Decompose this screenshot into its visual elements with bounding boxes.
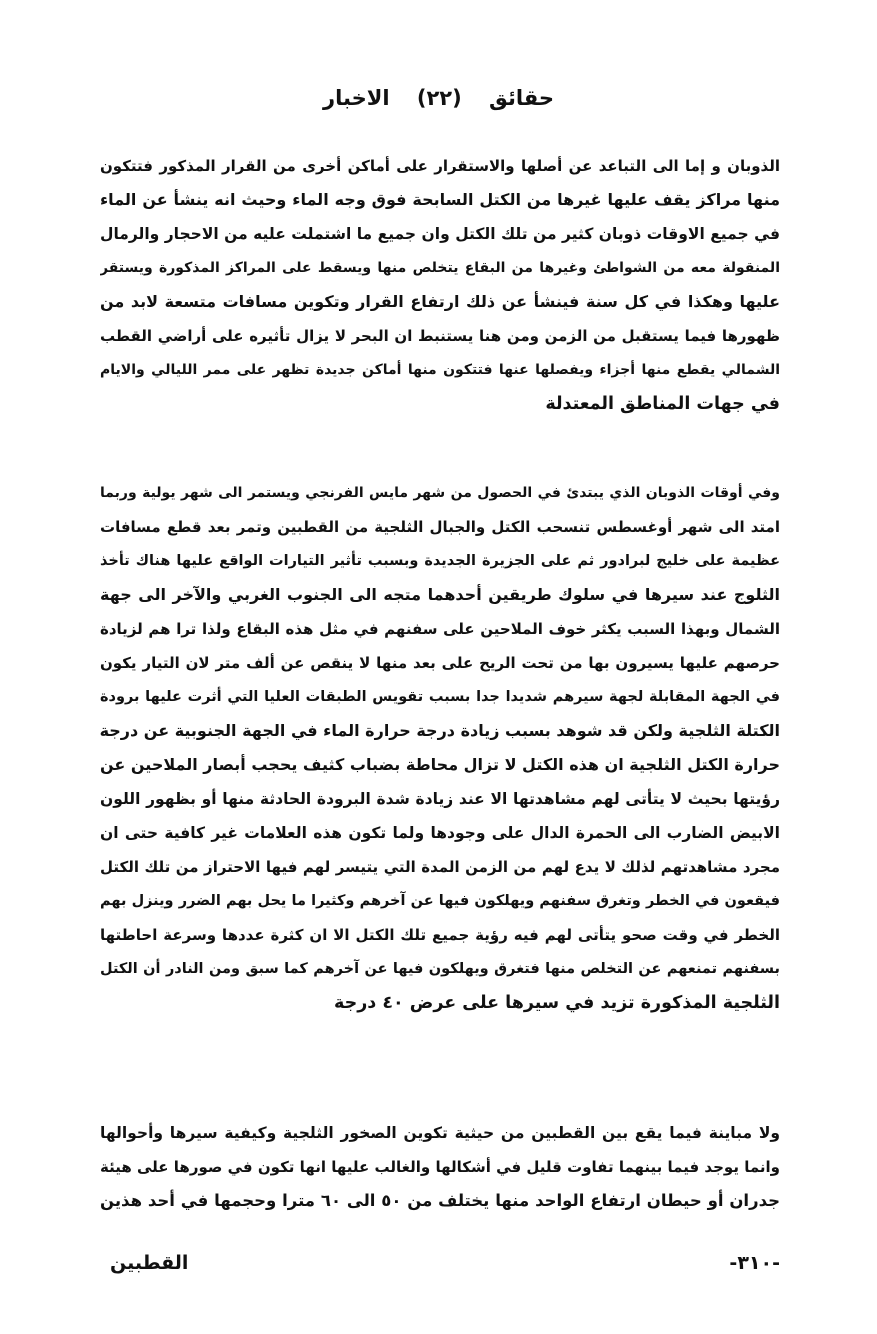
header-title-left: حقائق [489,86,554,110]
page-footer [100,1252,780,1286]
text-line: ظهورها فيما يستقبل من الزمن ومن هنا يستنبط ان البحر لا يزال تأثيره على أراضي القطب [100,327,780,345]
text-line: في الجهة المقابلة لجهة سيرهم شديدا جدا بسبب تقويس الطبقات العليا التي أثرت عليها برودة [100,689,780,705]
text-line: وفي أوقات الذوبان الذي يبتدئ في الحصول من شهر مايس الفرنجي ويستمر الى شهر يولية وربما [100,485,780,501]
text-line: الثلجية المذكورة تزيد في سيرها على عرض ٤٠ درجة [333,993,780,1013]
footer-catchword: القطبين [110,1252,189,1274]
header-page-number: (٢٢) [416,86,462,110]
text-line: فيقعون في الخطر وتغرق سفنهم ويهلكون فيها عن آخرهم وكثيرا ما يحل بهم الضرر وينزل بهم [100,893,780,909]
text-line: عليها وهكذا في كل سنة فينشأ عن ذلك ارتفاع القرار وتكوين مسافات متسعة لابد من [100,292,780,311]
text-line: في جهات المناطق المعتدلة [545,394,780,414]
paragraph-3 [100,1116,780,1218]
text-line: جدران أو حيطان ارتفاع الواحد منها يختلف من ٥٠ الى ٦٠ مترا وحجمها في أحد هذين [100,1191,780,1210]
text-line: عظيمة على خليج لبرادور ثم على الجزيرة الجديدة وبسبب تأثير التيارات الواقع عليها هناك تأخذ [100,553,780,569]
paragraph-1 [100,149,780,421]
text-line: حرصهم عليها يسيرون بها من تحت الريح على بعد منها لا ينقص عن ألف متر لان التيار يكون [100,654,780,672]
text-line: ولا مباينة فيما يقع بين القطبين من حيثية تكوين الصخور الثلجية وكيفية سيرها وأحوالها [100,1124,780,1142]
header-title-right: الاخبار [323,86,390,110]
text-line: الشمالي يقطع منها أجزاء ويفصلها عنها فتتكون منها أماكن جديدة تظهر على ممر الليالي والايام [100,362,780,378]
text-line: الخطر في وقت صحو يتأتى لهم فيه رؤية جميع تلك الكتل الا ان كثرة عددها وسرعة احاطتها [100,926,780,944]
text-line: المنقولة معه من الشواطئ وغيرها من البقاع يتخلص منها ويسقط على المراكز المذكورة ويستقر [100,260,780,276]
text-line: منها مراكز يقف عليها غيرها من الكتل السابحة فوق وجه الماء وحيث انه ينشأ عن الماء [100,190,780,209]
text-line: في جميع الاوقات ذوبان كثير من تلك الكتل وان جميع ما اشتملت عليه من الاحجار والرمال [100,225,780,243]
text-line: رؤيتها بحيث لا يتأتى لهم مشاهدتها الا عند زيادة شدة البرودة الحادثة منها أو بظهور اللون [100,790,780,808]
text-line: وانما يوجد فيما بينهما تفاوت قليل في أشكالها والغالب عليها انها تكون في صورها على هيئة [100,1158,780,1176]
footer-page-number: -٣١٠- [729,1252,780,1274]
running-header [0,86,877,110]
text-line: الذوبان و إما الى التباعد عن أصلها والاستقرار على أماكن أخرى من القرار المذكور فتتكون [100,157,780,175]
text-line: الثلوج عند سيرها في سلوك طريقين أحدهما متجه الى الجنوب الغربي والآخر الى جهة [100,585,780,604]
text-line: الكتلة الثلجية ولكن قد شوهد بسبب زيادة درجة حرارة الماء في الجهة الجنوبية عن درجة [100,721,780,740]
text-line: حرارة الكتل الثلجية ان هذه الكتل لا تزال محاطة بضباب كثيف يحجب أبصار الملاحين عن [100,755,780,774]
text-line: مجرد مشاهدتهم لذلك لا يدع لهم من الزمن المدة التي يتيسر لهم فيها الاحتراز من تلك الكتل [100,858,780,876]
text-line: بسفنهم تمنعهم عن التخلص منها فتغرق ويهلكون فيها عن آخرهم كما سبق ومن النادر أن الكتل [100,961,780,977]
text-line: الشمال وبهذا السبب يكثر خوف الملاحين على سفنهم في مثل هذه البقاع ولذا ترا هم لزيادة [100,620,780,638]
text-line: الابيض الضارب الى الحمرة الدال على وجودها ولما تكون هذه العلامات غير كافية حتى ان [100,824,780,842]
paragraph-2 [100,476,780,1020]
text-line: امتد الى شهر أوغسطس تنسحب الكتل والجبال الثلجية من القطبين وتمر بعد قطع مسافات [100,518,780,536]
